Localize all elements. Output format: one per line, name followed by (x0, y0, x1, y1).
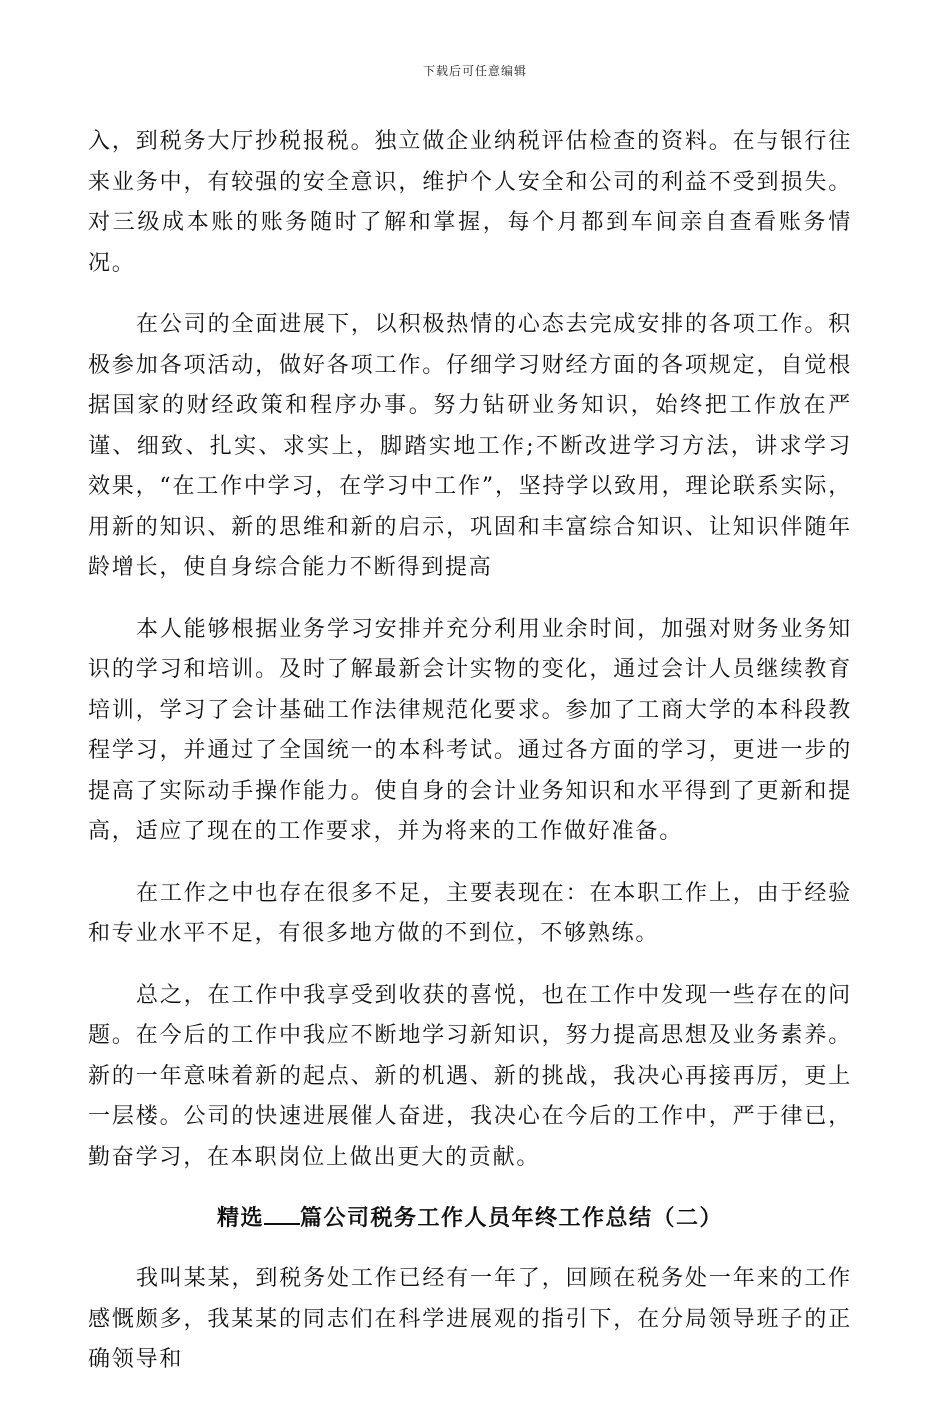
section-title-suffix: 篇公司税务工作人员年终工作总结（二） (300, 1206, 724, 1231)
paragraph-2: 在公司的全面进展下，以积极热情的心态去完成安排的各项工作。积极参加各项活动，做好各项工作。仔细学习财经方面的各项规定，自觉根据国家的财经政策和程序办事。努力钻研业务知识，始终把工作放在严谨、细致、扎实、求实上，脚踏实地工作;不断改进学习方法，讲求学习效果，“在工作中学习，在学习中工作”，坚持学以致用，理论联系实际，用新的知识、新的思维和新的启示，巩固和丰富综合知识、让知识伴随年龄增长，使自身综合能力不断得到提高 (88, 312, 852, 580)
section-title-prefix: 精选 (216, 1206, 264, 1231)
paragraph-4: 在工作之中也存在很多不足，主要表现在：在本职工作上，由于经验和专业水平不足，有很多地方做的不到位，不够熟练。 (88, 880, 852, 946)
paragraph-5: 总之，在工作中我享受到收获的喜悦，也在工作中发现一些存在的问题。在今后的工作中我应不断地学习新知识，努力提高思想及业务素养。新的一年意味着新的起点、新的机遇、新的挑战，我决心再接再厉，更上一层楼。公司的快速进展催人奋进，我决心在今后的工作中，严于律已，勤奋学习，在本职岗位上做出更大的贡献。 (88, 982, 852, 1170)
closing-paragraph: 我叫某某，到税务处工作已经有一年了，回顾在税务处一年来的工作感慨颇多，我某某的同志们在科学进展观的指引下，在分局领导班子的正确领导和 (88, 1266, 852, 1372)
title-blank-underline (264, 1203, 300, 1225)
page-header: 下载后可任意编辑 (422, 64, 527, 78)
section-title (88, 1199, 852, 1239)
document-body (88, 122, 852, 1402)
paragraph-1: 入，到税务大厅抄税报税。独立做企业纳税评估检查的资料。在与银行往来业务中，有较强的安全意识，维护个人安全和公司的利益不受到损失。对三级成本账的账务随时了解和掌握，每个月都到车间亲自查看账务情况。 (88, 129, 852, 276)
paragraph-3: 本人能够根据业务学习安排并充分利用业余时间，加强对财务业务知识的学习和培训。及时了解最新会计实物的变化，通过会计人员继续教育培训，学习了会计基础工作法律规范化要求。参加了工商大学的本科段教程学习，并通过了全国统一的本科考试。通过各方面的学习，更进一步的提高了实际动手操作能力。使自身的会计业务知识和水平得到了更新和提高，适应了现在的工作要求，并为将来的工作做好准备。 (88, 616, 852, 844)
